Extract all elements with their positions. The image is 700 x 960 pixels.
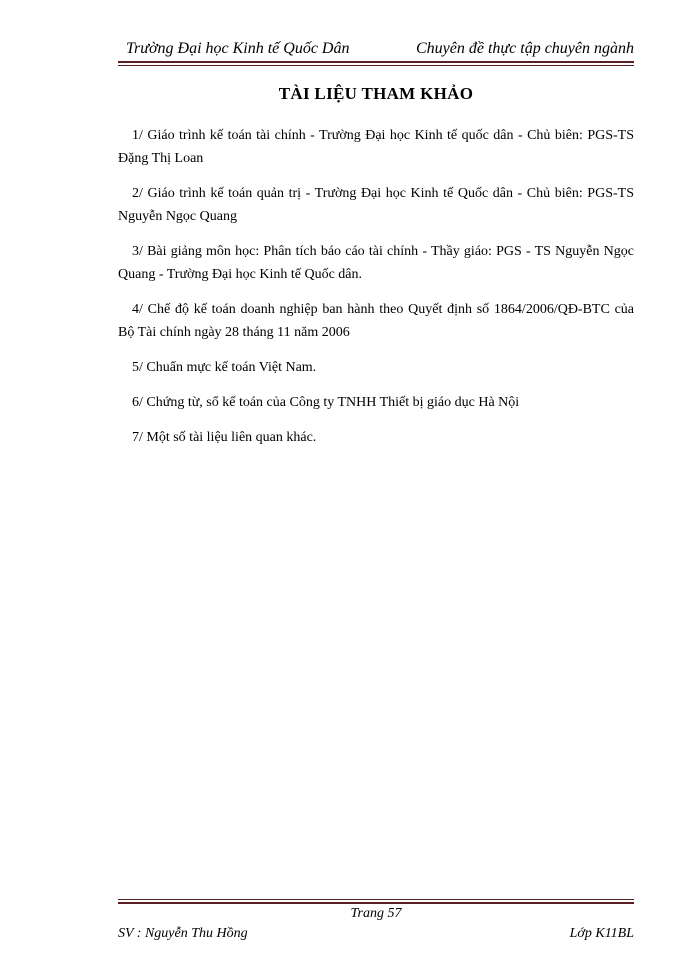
header-rule-thin	[118, 65, 634, 66]
reference-item-2: 2/ Giáo trình kế toán quản trị - Trường Đại học Kinh tế Quốc dân - Chủ biên: PGS-TS Nguyễn Ngọc Quang	[118, 186, 634, 224]
page-footer	[118, 906, 634, 950]
page-number: Trang 57	[350, 906, 402, 921]
reference-item-4: 4/ Chế độ kế toán doanh nghiệp ban hành theo Quyết định số 1864/2006/QĐ-BTC của Bộ Tài chính ngày 28 tháng 11 năm 2006	[118, 302, 634, 340]
header-school-name: Trường Đại học Kinh tế Quốc Dân	[126, 40, 350, 57]
reference-list	[118, 124, 634, 461]
reference-item-7: 7/ Một số tài liệu liên quan khác.	[132, 430, 317, 445]
footer-student-name: SV : Nguyễn Thu Hồng	[118, 926, 248, 941]
footer-class-name: Lớp K11BL	[569, 926, 634, 941]
header-report-title: Chuyên đề thực tập chuyên ngành	[416, 40, 634, 57]
reference-item-3: 3/ Bài giảng môn học: Phân tích báo cáo tài chính - Thầy giáo: PGS - TS Nguyễn Ngọc Quang - Trường Đại học Kinh tế Quốc dân.	[118, 244, 634, 282]
reference-item-6: 6/ Chứng từ, sổ kế toán của Công ty TNHH Thiết bị giáo dục Hà Nội	[132, 395, 520, 410]
footer-rule-thick	[118, 902, 634, 904]
reference-item-5: 5/ Chuẩn mực kế toán Việt Nam.	[132, 360, 317, 375]
reference-item-1: 1/ Giáo trình kế toán tài chính - Trường Đại học Kinh tế quốc dân - Chủ biên: PGS-TS Đặng Thị Loan	[118, 128, 634, 166]
page-title: TÀI LIỆU THAM KHẢO	[278, 84, 474, 103]
footer-rule-thin	[118, 899, 634, 900]
page-header	[118, 40, 634, 62]
header-rule-thick	[118, 61, 634, 63]
